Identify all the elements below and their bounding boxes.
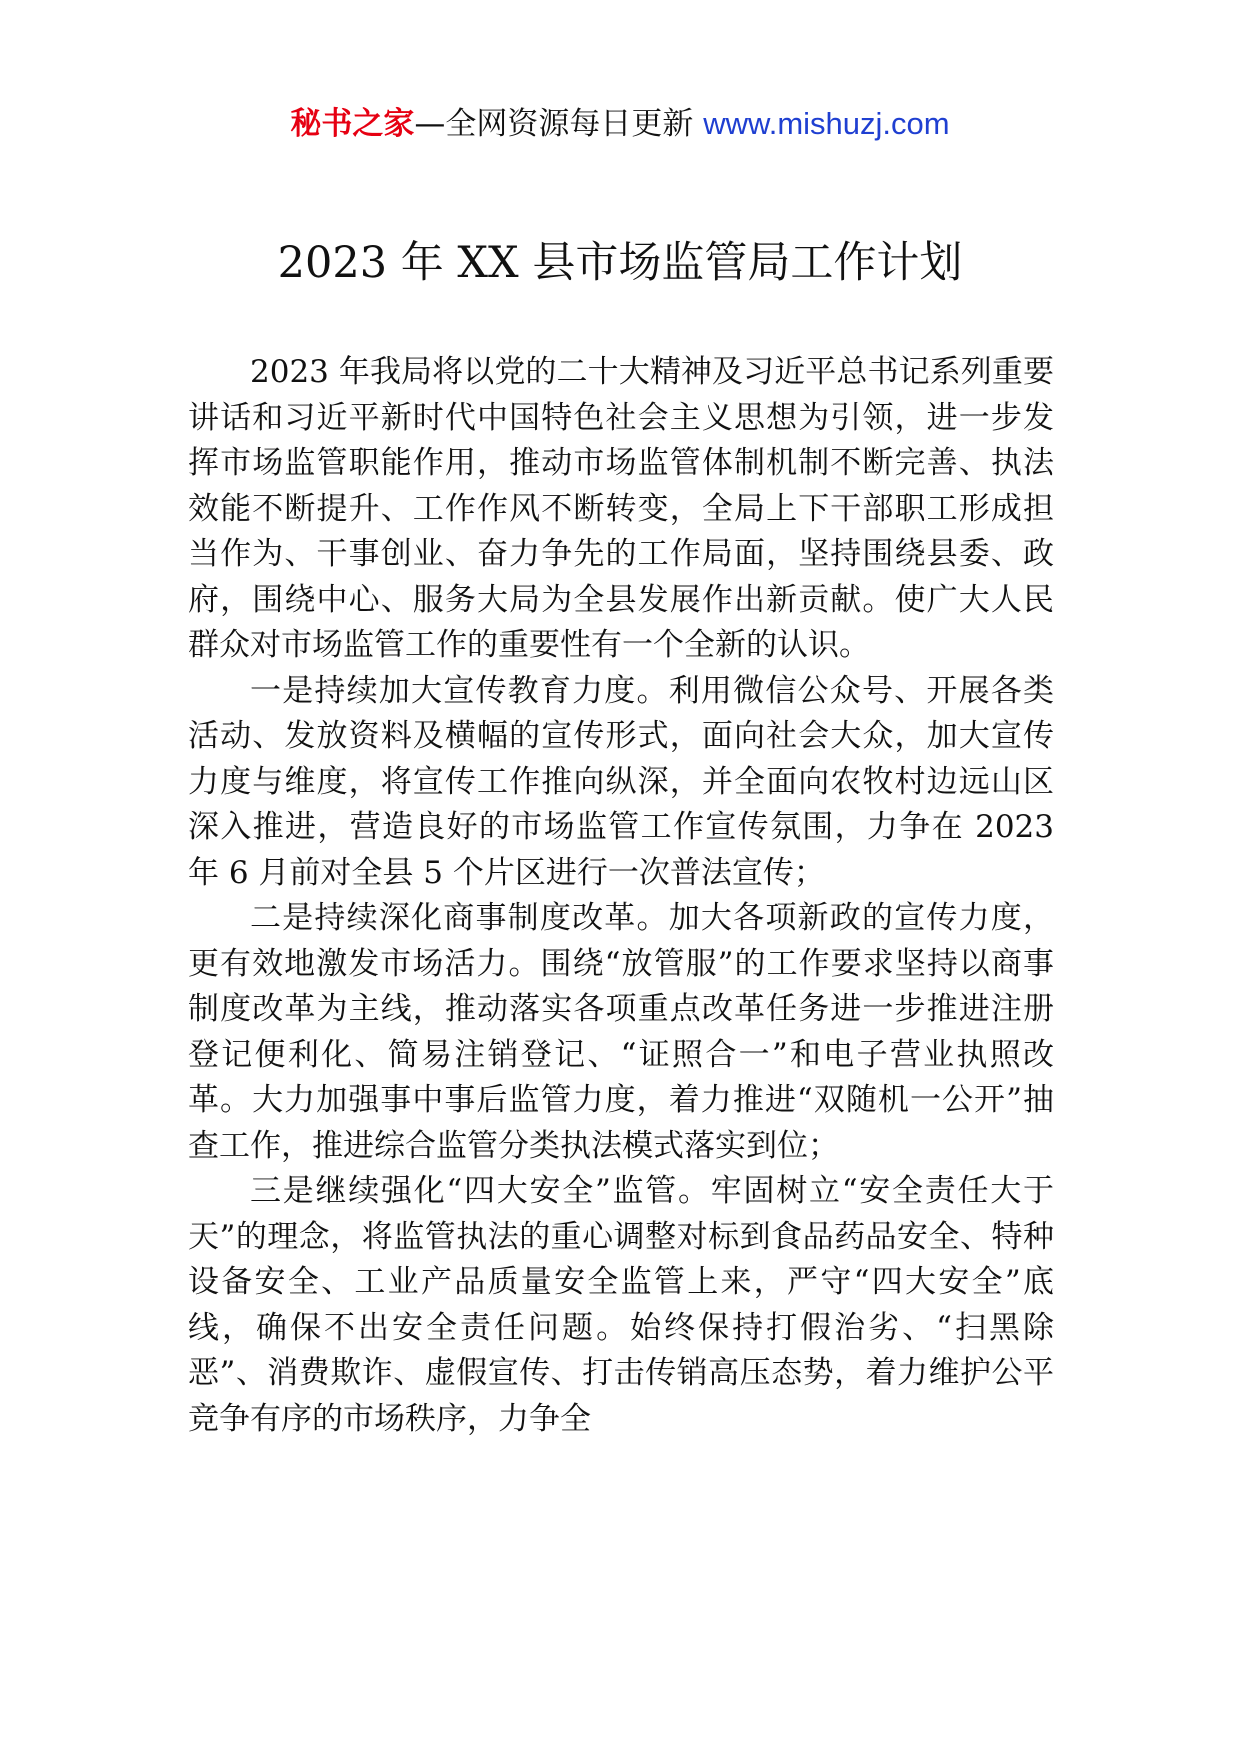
- paragraph-item-1: 一是持续加大宣传教育力度。利用微信公众号、开展各类活动、发放资料及横幅的宣传形式，面向社会大众，加大宣传力度与维度，将宣传工作推向纵深，并全面向农牧村边远山区深入推进，营造良好的市场监管工作宣传氛围，力争在 2023 年 6 月前对全县 5 个片区进行一次普法宣传；: [188, 672, 1054, 891]
- paragraph-item-2: 二是持续深化商事制度改革。加大各项新政的宣传力度，更有效地激发市场活力。围绕“放管服”的工作要求坚持以商事制度改革为主线，推动落实各项重点改革任务进一步推进注册登记便利化、简易注销登记、“证照合一”和电子营业执照改革。大力加强事中事后监管力度，着力推进“双随机一公开”抽查工作，推进综合监管分类执法模式落实到位；: [188, 900, 1054, 1164]
- paragraph-item-3: 三是继续强化“四大安全”监管。牢固树立“安全责任大于天”的理念，将监管执法的重心调整对标到食品药品安全、特种设备安全、工业产品质量安全监管上来，严守“四大安全”底线，确保不出安全责任问题。始终保持打假治劣、“扫黑除恶”、消费欺诈、虚假宣传、打击传销高压态势，着力维护公平竞争有序的市场秩序，力争全: [188, 1173, 1054, 1437]
- document-title: 2023 年 XX 县市场监管局工作计划: [277, 238, 963, 288]
- site-tagline: —全网资源每日更新: [414, 106, 704, 142]
- document-body: [188, 350, 1054, 1442]
- site-header: [0, 96, 1240, 152]
- paragraph-intro: 2023 年我局将以党的二十大精神及习近平总书记系列重要讲话和习近平新时代中国特色社会主义思想为引领，进一步发挥市场监管职能作用，推动市场监管体制机制不断完善、执法效能不断提升、工作作风不断转变，全局上下干部职工形成担当作为、干事创业、奋力争先的工作局面，坚持围绕县委、政府，围绕中心、服务大局为全县发展作出新贡献。使广大人民群众对市场监管工作的重要性有一个全新的认识。: [188, 354, 1054, 663]
- site-brand: 秘书之家: [290, 106, 415, 142]
- site-url-link[interactable]: www.mishuzj.com: [703, 106, 950, 141]
